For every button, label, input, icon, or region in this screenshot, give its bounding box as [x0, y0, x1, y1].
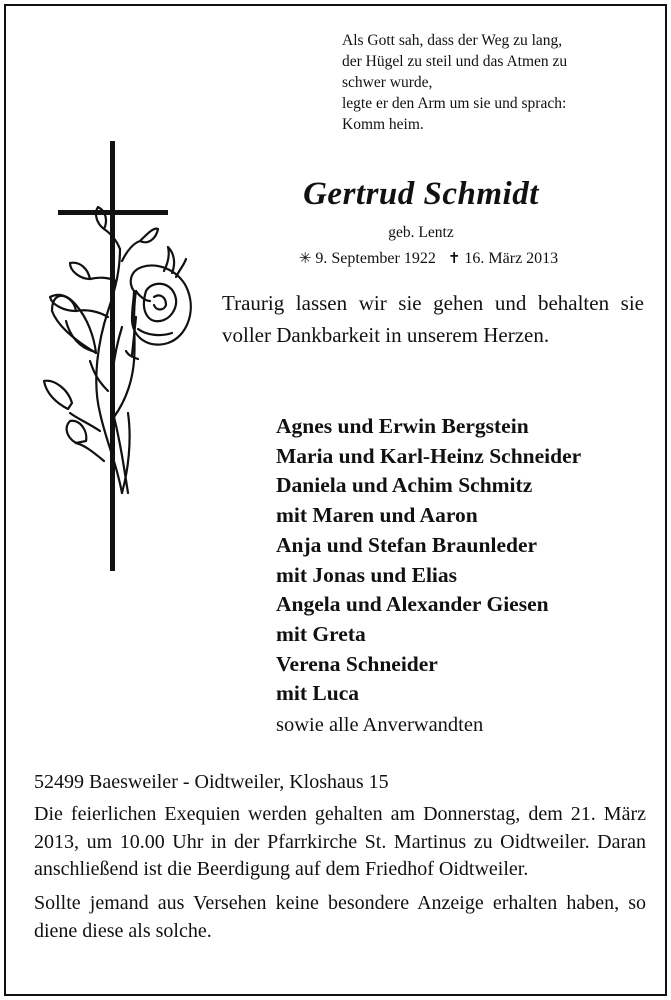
notice-text: Sollte jemand aus Versehen keine besondere Anzeige erhalten haben, so diene diese als solche. — [34, 892, 646, 942]
rose-icon — [44, 207, 191, 493]
star-icon: ✳ — [298, 251, 312, 267]
address: 52499 Baesweiler - Oidtweiler, Kloshaus 15 — [34, 771, 389, 793]
death-date: 16. März 2013 — [464, 250, 559, 267]
birth-date: 9. September 1922 — [315, 250, 436, 267]
mourners-closing: sowie alle Anverwandten — [276, 714, 484, 737]
mourner-line: mit Greta — [276, 621, 366, 646]
mourner-line: Daniela und Achim Schmitz — [276, 473, 533, 498]
cross-small-icon: ✝ — [447, 251, 461, 267]
service-info — [34, 769, 646, 952]
poem — [342, 30, 652, 135]
mourner-line: Maria und Karl-Heinz Schneider — [276, 443, 582, 468]
poem-line: der Hügel zu steil und das Atmen zu — [342, 53, 568, 70]
mourner-line: Verena Schneider — [276, 651, 438, 676]
poem-line: Komm heim. — [342, 116, 424, 133]
mourner-line: Angela und Alexander Giesen — [276, 592, 549, 617]
poem-line: schwer wurde, — [342, 74, 433, 91]
mourner-line: Anja und Stefan Braunleder — [276, 532, 538, 557]
poem-line: legte er den Arm um sie und sprach: — [342, 95, 567, 112]
mourner-line: mit Luca — [276, 681, 360, 706]
obituary-frame — [4, 4, 667, 996]
mourner-line: mit Maren und Aaron — [276, 503, 478, 528]
cross-icon — [58, 141, 168, 571]
birth-name: geb. Lentz — [388, 224, 454, 241]
mourner-line: mit Jonas und Elias — [276, 562, 458, 587]
life-dates — [256, 249, 601, 268]
mourners-list — [276, 412, 656, 741]
deceased-name: Gertrud Schmidt — [303, 176, 539, 212]
grief-text: Traurig lassen wir sie gehen und behalten sie voller Dankbarkeit in unserem Herzen. — [222, 291, 644, 347]
cross-rose-illustration — [36, 141, 196, 581]
service-text: Die feierlichen Exequien werden gehalten am Donnerstag, dem 21. März 2013, um 10.00 Uhr in der Pfarrkirche St. Martinus zu Oidtweiler. Daran anschließend ist die Beerdigung auf dem Friedhof Oidtweiler. — [34, 802, 646, 881]
mourner-line: Agnes und Erwin Bergstein — [276, 414, 529, 438]
poem-line: Als Gott sah, dass der Weg zu lang, — [342, 32, 563, 49]
